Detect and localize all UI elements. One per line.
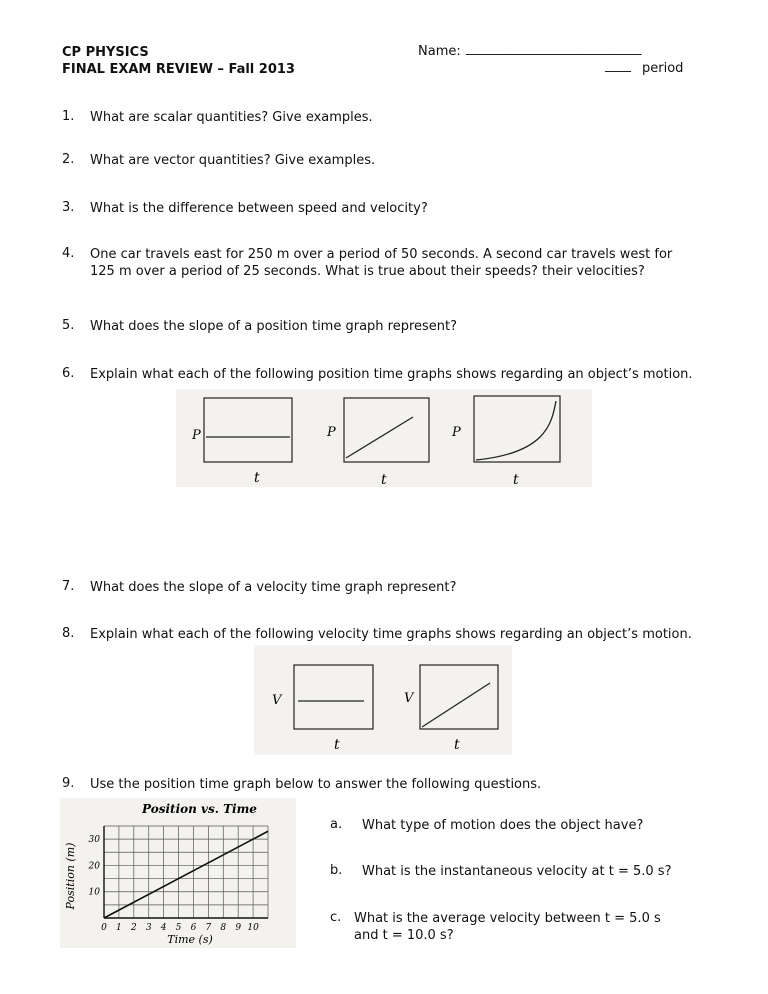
- sub-question-text: What is the instantaneous velocity at t = 5.0 s?: [362, 864, 672, 879]
- question-text: One car travels east for 250 m over a period of 50 seconds. A second car travels west for 125 m over a period of 25 seconds. What is true about their speeds? their velocities?: [90, 247, 673, 279]
- x-tick-label: 2: [130, 923, 137, 933]
- sub-question-text: What is the average velocity between t = 5.0 s and t = 10.0 s?: [354, 911, 661, 943]
- question-number: 7.: [62, 579, 75, 594]
- t-axis-label: t: [254, 470, 260, 486]
- question-text: What does the slope of a position time graph represent?: [90, 319, 458, 334]
- position-graphs-svg: [176, 389, 592, 487]
- y-tick-label: 20: [88, 861, 100, 872]
- name-label: Name:: [418, 44, 461, 59]
- question-text: What are vector quantities? Give examples.: [90, 153, 376, 168]
- chart-ylabel: Position (m): [64, 842, 77, 910]
- rising-line: [422, 683, 490, 727]
- period-field[interactable]: ____: [605, 58, 631, 73]
- x-tick-label: 5: [175, 923, 182, 933]
- question-text: Explain what each of the following velocity time graphs shows regarding an object’s motion.: [90, 627, 692, 642]
- x-tick-label: 4: [160, 923, 167, 933]
- name-field[interactable]: ___________________________: [466, 41, 642, 56]
- rising-line: [346, 417, 413, 458]
- rising-curve: [476, 401, 556, 460]
- question-text: What does the slope of a velocity time graph represent?: [90, 580, 457, 595]
- x-tick-label: 7: [205, 923, 212, 933]
- x-tick-label: 10: [247, 923, 259, 933]
- p-axis-label: P: [192, 428, 201, 443]
- t-axis-label: t: [334, 737, 340, 753]
- graph-frame: [204, 398, 292, 462]
- graph-frame: [344, 398, 429, 462]
- question-number: 3.: [62, 200, 75, 215]
- question-text: Use the position time graph below to answer the following questions.: [90, 777, 542, 792]
- x-tick-label: 1: [116, 923, 122, 933]
- position-vs-time-chart: [60, 798, 296, 948]
- sub-question-letter: b.: [330, 863, 343, 878]
- sub-question-text: What type of motion does the object have?: [362, 818, 644, 833]
- question-number: 5.: [62, 318, 75, 333]
- y-tick-label: 30: [88, 835, 100, 846]
- t-axis-label: t: [454, 737, 460, 753]
- p-axis-label: P: [452, 425, 461, 440]
- t-axis-label: t: [381, 472, 387, 487]
- chart-svg: [60, 798, 296, 948]
- v-axis-label: V: [404, 691, 414, 706]
- question-number: 4.: [62, 246, 75, 261]
- question-number: 6.: [62, 366, 75, 381]
- question-number: 8.: [62, 626, 75, 641]
- x-tick-label: 0: [101, 923, 107, 933]
- question-text: What is the difference between speed and velocity?: [90, 201, 428, 216]
- chart-xlabel: Time (s): [167, 933, 213, 946]
- x-tick-label: 6: [190, 923, 197, 933]
- period-label: period: [642, 61, 684, 76]
- question-number: 9.: [62, 776, 75, 791]
- velocity-time-graphs: [254, 645, 512, 755]
- t-axis-label: t: [513, 472, 519, 487]
- question-number: 1.: [62, 109, 75, 124]
- question-text: What are scalar quantities? Give examples.: [90, 110, 373, 125]
- chart-title: Position vs. Time: [142, 802, 257, 816]
- x-tick-label: 9: [235, 923, 242, 933]
- velocity-graphs-svg: [254, 645, 512, 755]
- graph-frame: [420, 665, 498, 729]
- p-axis-label: P: [327, 425, 336, 440]
- x-tick-label: 8: [220, 923, 227, 933]
- sub-question-letter: c.: [330, 910, 342, 925]
- position-time-graphs: [176, 389, 592, 487]
- question-text: Explain what each of the following position time graphs shows regarding an object’s motion.: [90, 367, 693, 382]
- question-number: 2.: [62, 152, 75, 167]
- sub-question-letter: a.: [330, 817, 343, 832]
- exam-title: FINAL EXAM REVIEW – Fall 2013: [62, 62, 295, 77]
- y-tick-label: 10: [88, 887, 100, 898]
- x-tick-label: 3: [145, 923, 152, 933]
- course-title: CP PHYSICS: [62, 45, 149, 60]
- graph-frame: [294, 665, 373, 729]
- v-axis-label: V: [272, 693, 282, 708]
